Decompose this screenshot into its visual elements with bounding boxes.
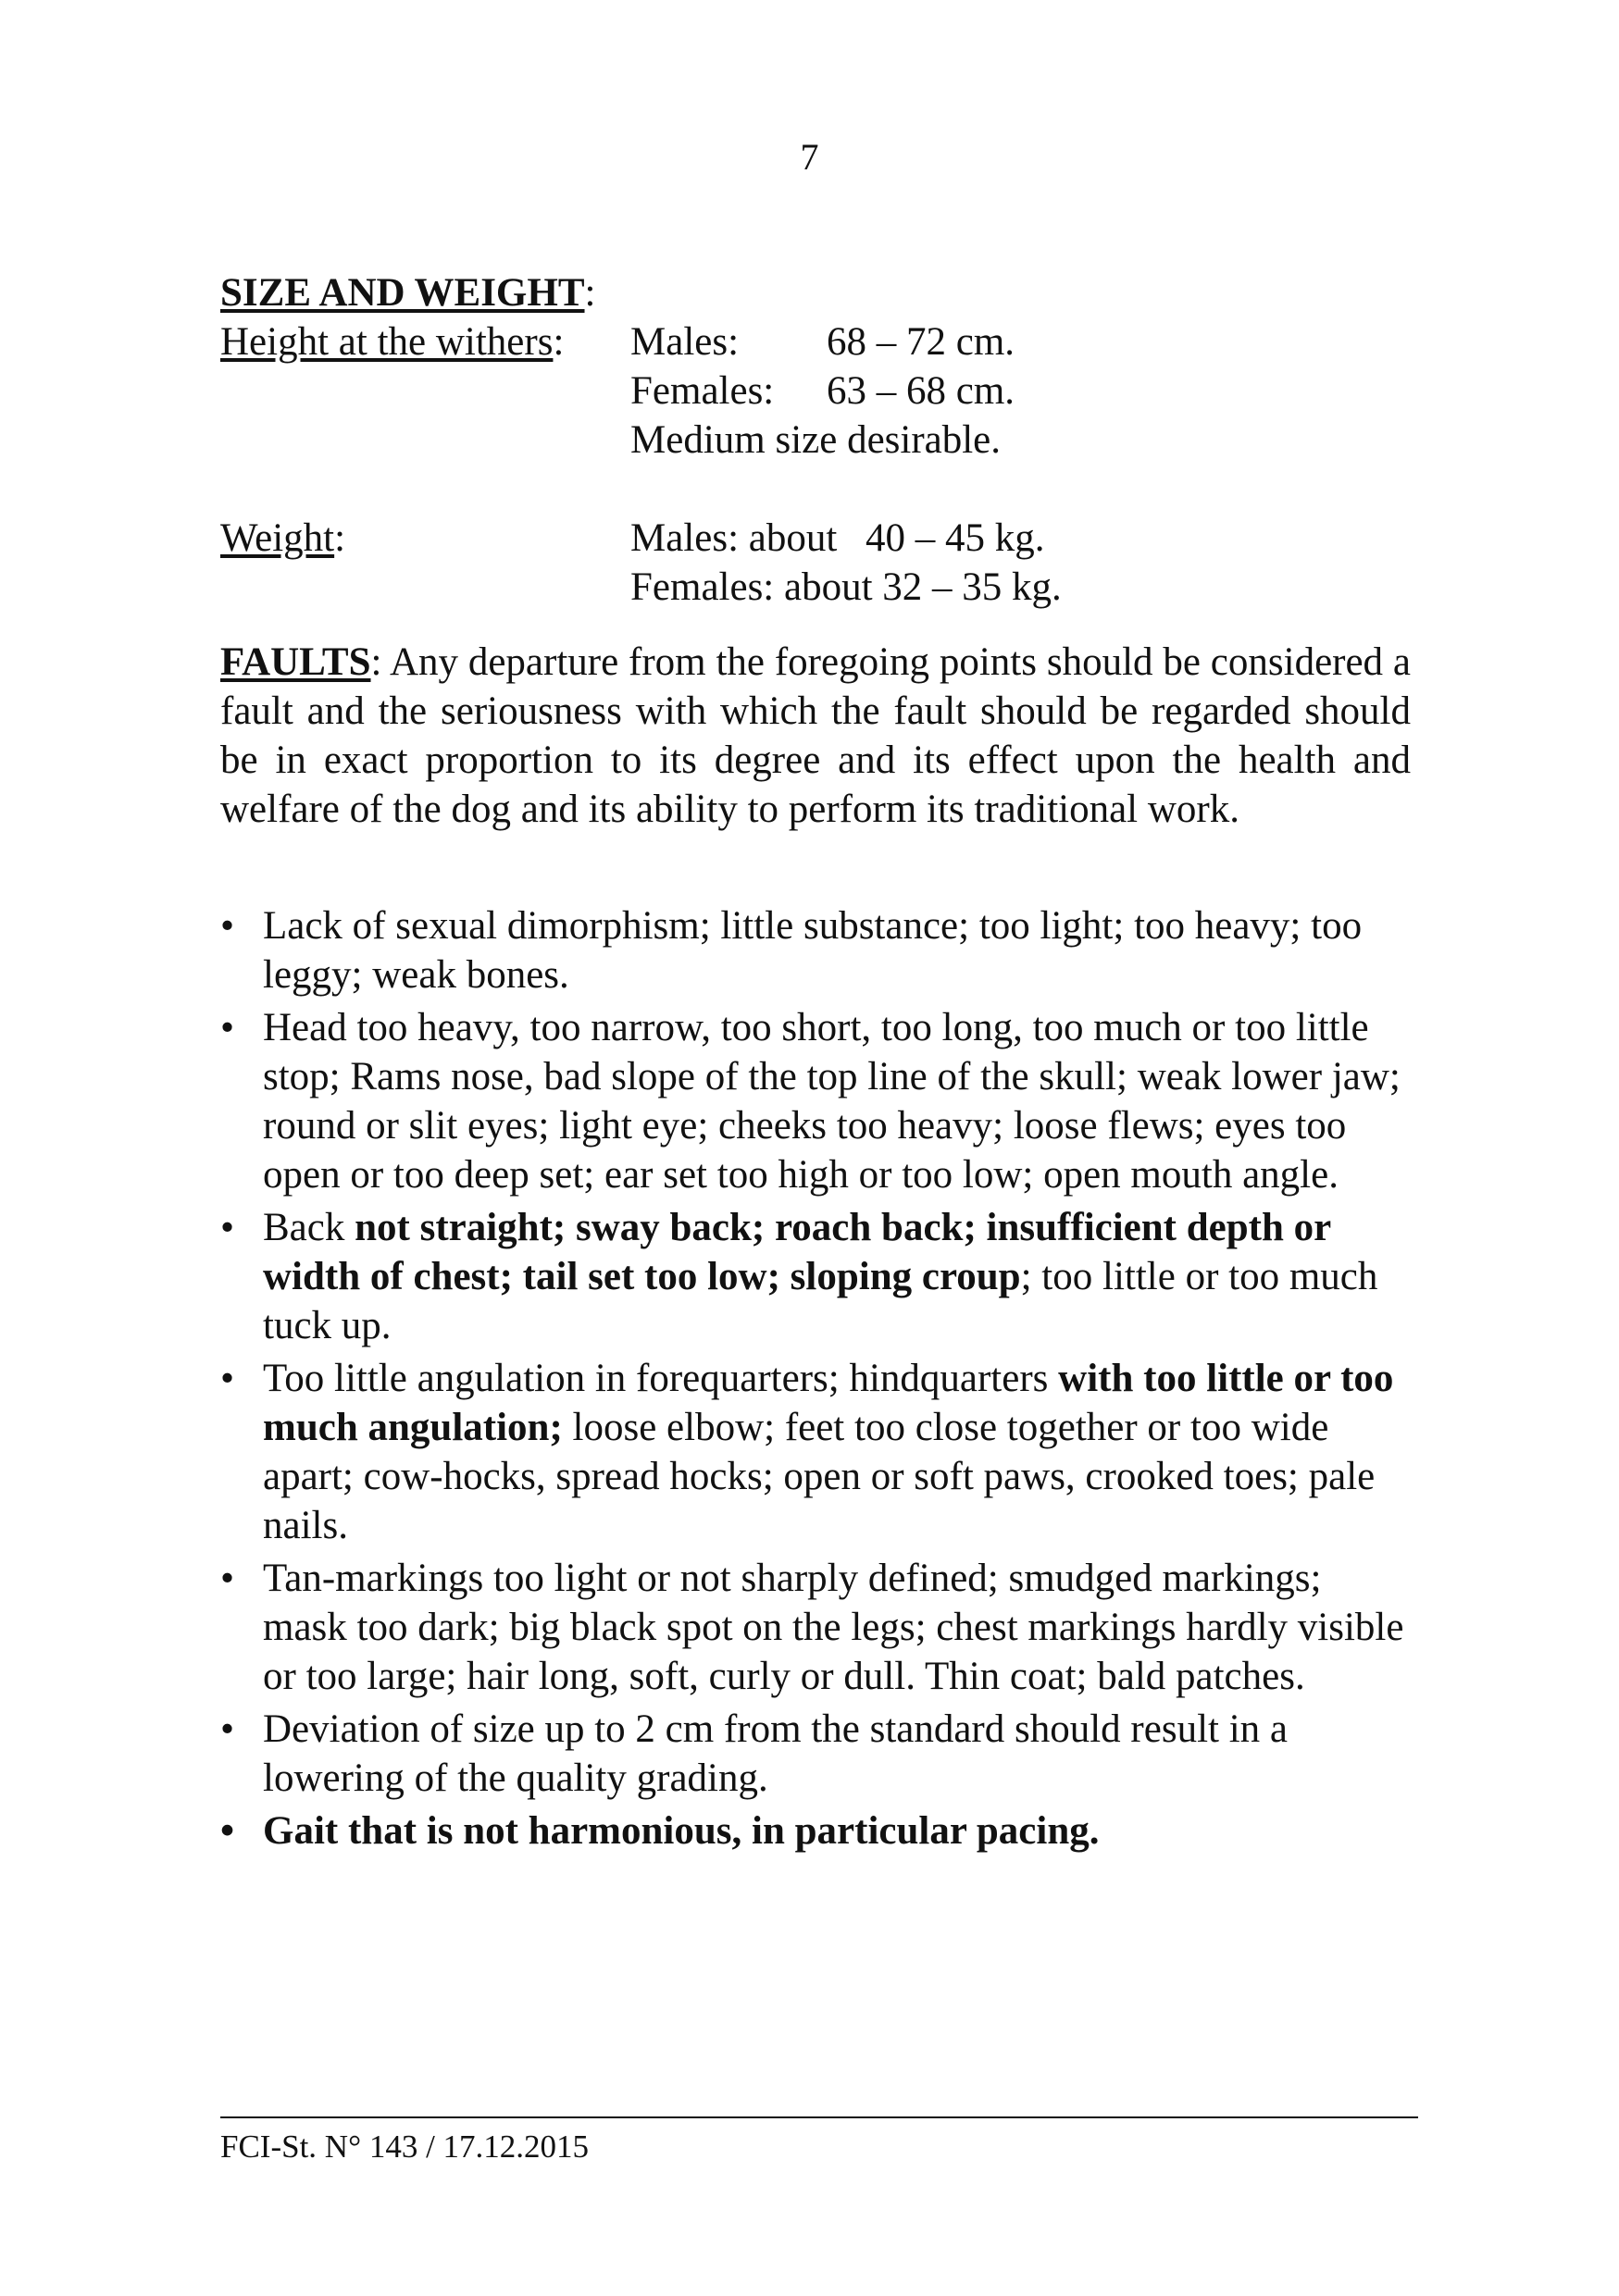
faults-paragraph: [220, 638, 1411, 834]
height-males-label: Males:: [630, 320, 740, 364]
weight-females-row: [220, 563, 1411, 612]
page-number: 7: [800, 136, 819, 178]
document-body: [220, 268, 1411, 1859]
list-item-text: Gait that is not harmonious, in particular pacing.: [263, 1809, 1100, 1853]
size-weight-heading-line: [220, 268, 1411, 317]
list-item-text: Deviation of size up to 2 cm from the standard should result in a lowering of the quality grading.: [263, 1707, 1288, 1800]
list-item-text: Too little angulation in forequarters; hindquarters: [263, 1357, 1059, 1400]
list-item: [220, 1554, 1411, 1701]
bullet-icon: •: [220, 1357, 235, 1400]
weight-label-cell: [220, 514, 630, 563]
list-item-text: Lack of sexual dimorphism; little substance; too light; too heavy; too leggy; weak bones.: [263, 904, 1363, 997]
height-label-cell: [220, 317, 630, 366]
weight-males-value: 40 – 45 kg.: [866, 516, 1045, 560]
list-item-text: Tan-markings too light or not sharply defined; smudged markings; mask too dark; big black spot on the legs; chest markings hardly visible or too large; hair long, soft, curly or dull. Thin coat; bald patches.: [263, 1557, 1404, 1698]
height-label-colon: :: [553, 320, 565, 364]
list-item-bold-text: with too little or too much angulation;: [263, 1357, 1394, 1449]
bullet-icon: •: [220, 1557, 235, 1600]
faults-heading: FAULTS: [220, 640, 371, 684]
list-item-text: loose elbow; feet too close together or too wide apart; cow-hocks, spread hocks; open or soft paws, crooked toes; pale nails.: [263, 1406, 1376, 1547]
list-item: [220, 1203, 1411, 1350]
list-item: [220, 901, 1411, 999]
bullet-icon: •: [220, 1809, 235, 1853]
weight-males-label: Males: about: [630, 516, 838, 560]
faults-text: : Any departure from the foregoing points should be considered a fault and the seriousness with which the fault should be regarded should be in exact proportion to its degree and its effect upon the health and welfare of the dog and its ability to perform its traditional work.: [220, 640, 1411, 831]
height-males-row: [220, 317, 1411, 366]
height-females-row: [220, 366, 1411, 416]
list-item-text: Back: [263, 1206, 355, 1249]
bullet-icon: •: [220, 1707, 235, 1751]
weight-females: Females: about 32 – 35 kg.: [630, 565, 1062, 609]
size-weight-heading: SIZE AND WEIGHT: [220, 271, 585, 315]
list-item-text: Head too heavy, too narrow, too short, too long, too much or too little stop; Rams nose, bad slope of the top line of the skull; weak lower jaw; round or slit eyes; light eye; cheeks too heavy; loose flews; eyes too open or too deep set; ear set too high or too low; open mouth angle.: [263, 1006, 1401, 1197]
faults-list: [220, 901, 1411, 1855]
bullet-icon: •: [220, 904, 235, 948]
height-females-label: Females:: [630, 369, 775, 413]
weight-males-row: [220, 514, 1411, 563]
height-males-value: 68 – 72 cm.: [827, 320, 1015, 364]
footer-divider: [220, 2116, 1418, 2118]
footer-reference: FCI-St. N° 143 / 17.12.2015: [220, 2128, 590, 2165]
list-item: [220, 1705, 1411, 1803]
bullet-icon: •: [220, 1206, 235, 1249]
size-weight-heading-colon: :: [584, 271, 596, 315]
list-item-bold-text: not straight; sway back; roach back; insufficient depth or width of chest; tail set too low; sloping croup: [263, 1206, 1331, 1298]
list-item: [220, 1354, 1411, 1550]
height-label: Height at the withers: [220, 320, 554, 364]
weight-label-colon: :: [334, 516, 346, 560]
size-note: Medium size desirable.: [630, 418, 1002, 462]
size-note-row: [220, 416, 1411, 465]
weight-label: Weight: [220, 516, 335, 560]
bullet-icon: •: [220, 1006, 235, 1049]
list-item: [220, 1806, 1411, 1855]
height-females-value: 63 – 68 cm.: [827, 369, 1015, 413]
list-item: [220, 1003, 1411, 1199]
list-item-text: ; too little or too much tuck up.: [263, 1255, 1378, 1347]
